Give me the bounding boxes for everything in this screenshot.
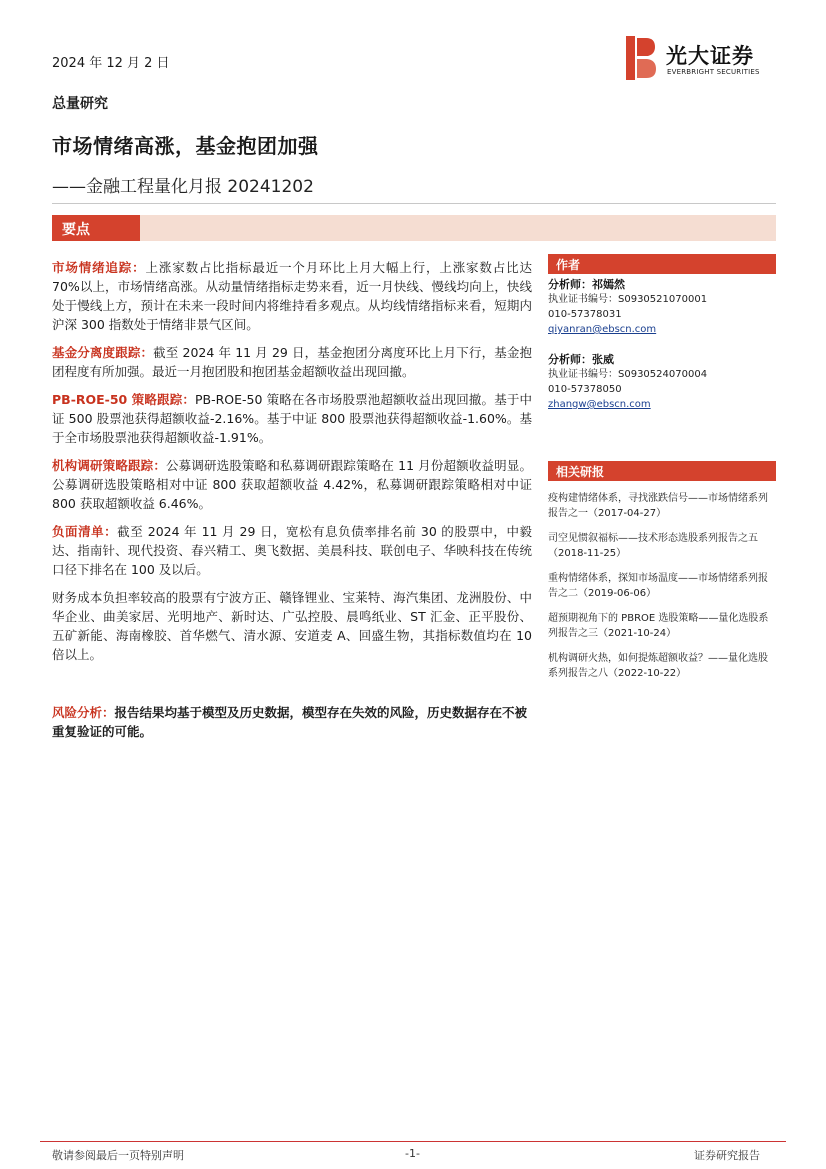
key-points-body (52, 258, 532, 673)
logo-cn-text: 光大证券 (666, 44, 754, 68)
paragraph-negative-list (52, 522, 532, 579)
analyst-name: 分析师：张威 (548, 353, 614, 366)
related-report-link[interactable]: 重构情绪体系，探知市场温度——市场情绪系列报告之二（2019-06-06） (548, 573, 768, 599)
footer-divider (40, 1141, 786, 1142)
paragraph-text: 财务成本负担率较高的股票有宁波方正、赣锋锂业、宝莱特、海汽集团、龙洲股份、中华企业、曲美家居、光明地产、新时达、广弘控股、晨鸣纸业、ST 汇金、正平股份、五矿新能、海南橡胶、首华燃气、清水源、安道麦 A、回盛生物，其指标数值均在 10 倍以上。 (52, 590, 532, 662)
paragraph-key: PB-ROE-50 策略跟踪： (52, 392, 195, 407)
header-divider (52, 203, 776, 204)
paragraph-text: PB-ROE-50 策略在各市场股票池超额收益出现回撤。基于中证 500 股票池获得超额收益-2.16%。基于中证 800 股票池获得超额收益-1.60%。基于全市场股票池获得超额收益-1.91%。 (52, 392, 532, 445)
related-report-link[interactable]: 疫构建情绪体系，寻找涨跌信号——市场情绪系列报告之一（2017-04-27） (548, 493, 768, 519)
paragraph-institution-research (52, 456, 532, 513)
paragraph-pbroe (52, 390, 532, 447)
paragraph-text: 截至 2024 年 11 月 29 日，基金抱团分离度环比上月下行，基金抱团程度有所加强。最近一月抱团股和抱团基金超额收益出现回撤。 (52, 345, 532, 379)
analyst-phone: 010-57378050 (548, 384, 622, 395)
analyst-card (548, 352, 776, 412)
paragraph-key: 市场情绪追踪： (52, 260, 146, 275)
paragraph-financial-cost (52, 588, 532, 664)
analyst-email-link[interactable]: qiyanran@ebscn.com (548, 324, 657, 335)
risk-analysis (52, 703, 532, 741)
page-number: -1- (405, 1147, 420, 1160)
analyst-cert: 执业证书编号：S0930521070001 (548, 294, 708, 305)
keypoints-label: 要点 (52, 215, 140, 241)
related-reports-header: 相关研报 (548, 461, 776, 481)
paragraph-text: 公募调研选股策略和私募调研跟踪策略在 11 月份超额收益明显。公募调研选股策略相对中证 800 获取超额收益 4.42%，私募调研跟踪策略相对中证 800 获取超额收益 6.46%。 (52, 458, 532, 511)
paragraph-text: 截至 2024 年 11 月 29 日，宽松有息负债率排名前 30 的股票中，中毅达、指南针、现代投资、春兴精工、奥飞数据、美晨科技、联创电子、华映科技在传统口径下排名在 100 及以后。 (52, 524, 532, 577)
paragraph-text: 上涨家数占比指标最近一个月环比上月大幅上行，上涨家数占比达 70%以上，市场情绪高涨。从动量情绪指标走势来看，近一月快线、慢线均向上，快线处于慢线上方，预计在未来一段时间内将维持看多观点。从均线情绪指标来看，短期内沪深 300 指数处于情绪非景气区间。 (52, 260, 532, 332)
report-subtitle: ——金融工程量化月报 20241202 (52, 177, 314, 197)
analyst-phone: 010-57378031 (548, 309, 622, 320)
analyst-cert: 执业证书编号：S0930524070004 (548, 369, 708, 380)
related-report-link[interactable]: 司空见惯叙福标——技术形态选股系列报告之五（2018-11-25） (548, 533, 758, 559)
report-date: 2024 年 12 月 2 日 (52, 56, 170, 71)
risk-key: 风险分析： (52, 705, 115, 720)
authors-panel (548, 254, 776, 412)
footer-disclaimer: 敬请参阅最后一页特别声明 (52, 1149, 184, 1162)
related-report-link[interactable]: 超预期视角下的 PBROE 选股策略——量化选股系列报告之三（2021-10-24） (548, 613, 769, 639)
related-report-link[interactable]: 机构调研火热，如何提炼超额收益？——量化选股系列报告之八（2022-10-22） (548, 653, 768, 679)
logo-en-text: EVERBRIGHT SECURITIES (667, 68, 760, 76)
report-type: 总量研究 (52, 96, 108, 112)
analyst-email-link[interactable]: zhangw@ebscn.com (548, 399, 651, 410)
paragraph-key: 机构调研策略跟踪： (52, 458, 166, 473)
company-logo (626, 36, 776, 84)
footer-report-type: 证券研究报告 (694, 1149, 760, 1162)
paragraph-key: 负面清单： (52, 524, 118, 539)
analyst-name: 分析师：祁嫣然 (548, 278, 625, 291)
related-reports-panel (548, 461, 776, 681)
keypoints-bar (52, 215, 776, 241)
report-title: 市场情绪高涨，基金抱团加强 (52, 134, 319, 158)
paragraph-sentiment (52, 258, 532, 334)
paragraph-key: 基金分离度跟踪： (52, 345, 154, 360)
paragraph-fund-separation (52, 343, 532, 381)
risk-text: 报告结果均基于模型及历史数据，模型存在失效的风险，历史数据存在不被重复验证的可能。 (52, 705, 528, 739)
authors-header: 作者 (548, 254, 776, 274)
analyst-card (548, 277, 776, 337)
everbright-logo-icon (626, 36, 656, 80)
